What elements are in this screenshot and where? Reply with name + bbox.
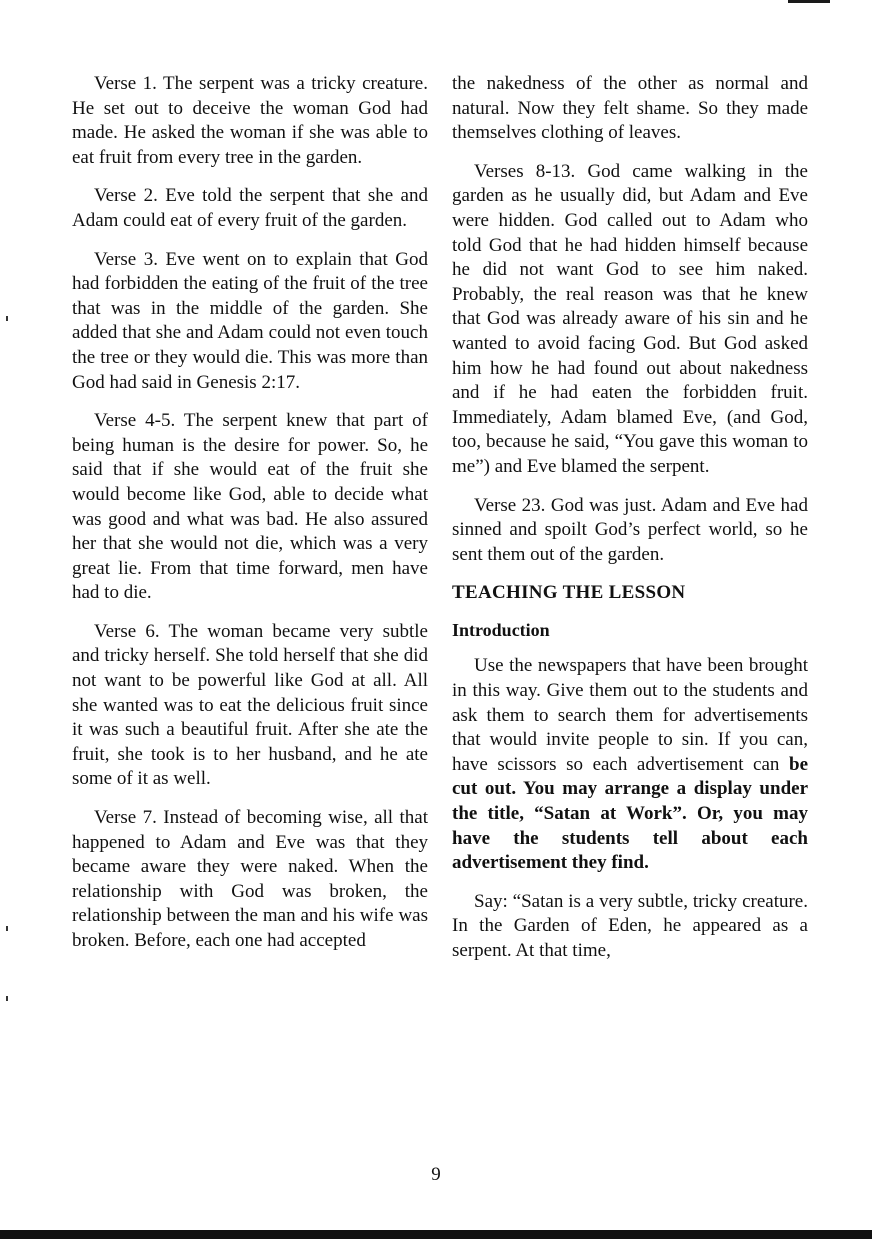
paragraph-verse-6: Verse 6. The woman became very subtle and tricky herself. She told herself that she did not want to be powerful like God at all. All she wanted was to eat the delicious fruit since it was such a beautiful fruit. After she ate the fruit, she took is to her husband, and he ate some of it as well. [72,620,428,790]
margin-mark [6,926,8,931]
paragraph-verse-2: Verse 2. Eve told the serpent that she and Adam could eat of every fruit of the garden. [72,185,428,231]
paragraph-verse-7-continued: the nakedness of the other as normal and natural. Now they felt shame. So they made themselves clothing of leaves. [452,73,808,144]
paragraph-verse-3: Verse 3. Eve went on to explain that God had forbidden the eating of the fruit of the tree that was in the middle of the garden. She added that she and Adam could not even touch the tree or they would die. This was more than God had said in Genesis 2:17. [72,248,428,393]
paragraph-verses-8-13: Verses 8-13. God came walking in the garden as he usually did, but Adam and Eve were hidden. God called out to Adam who told God that he had hidden himself because he did not want God to see him naked. Probably, the real reason was that he knew that God was already aware of his sin and he wanted to avoid facing God. But God asked him how he had found out about nakedness and if he had eaten the forbidden fruit. Immediately, Adam blamed Eve, (and God, too, because he said, “You gave this woman to me”) and Eve blamed the serpent. [452,160,808,477]
right-column [452,72,808,978]
section-heading: TEACHING THE LESSON [452,582,686,604]
paragraph-verse-7: Verse 7. Instead of becoming wise, all that happened to Adam and Eve was that they became aware they were naked. When the relationship with God was broken, the relationship between the man and his wife was broken. Before, each one had accepted [72,807,428,951]
paragraph-say: Say: “Satan is a very subtle, tricky creature. In the Garden of Eden, he appeared as a serpent. At that time, [452,890,808,961]
subsection-heading: Introduction [452,619,550,640]
paragraph-introduction [452,654,808,875]
paragraph-verse-4-5: Verse 4-5. The serpent knew that part of being human is the desire for power. So, he said that if she would eat of the fruit she would become like God, able to decide what was good and what was bad. He also assured her that she would not die, which was a very great lie. From that time forward, men have had to die. [72,410,428,604]
introduction-text: Use the newspapers that have been brought in this way. Give them out to the students and ask them to search them for advertisements that would invite people to sin. If you can, have scissors so each advertisement can [452,655,808,775]
page-number: 9 [431,1164,441,1185]
left-column [72,72,428,968]
top-edge-rule [788,0,830,3]
margin-mark [6,316,8,321]
margin-mark [6,996,8,1001]
introduction-bold-text: be cut out. You may arrange a display under the title, “Satan at Work”. Or, you may have the students tell about each advertisement they find. [452,753,808,874]
paragraph-verse-23: Verse 23. God was just. Adam and Eve had sinned and spoilt God’s perfect world, so he sent them out of the garden. [452,494,808,565]
paragraph-verse-1: Verse 1. The serpent was a tricky creature. He set out to deceive the woman God had made. He asked the woman if she was able to eat fruit from every tree in the garden. [72,73,428,168]
bottom-edge-rule [0,1230,872,1239]
